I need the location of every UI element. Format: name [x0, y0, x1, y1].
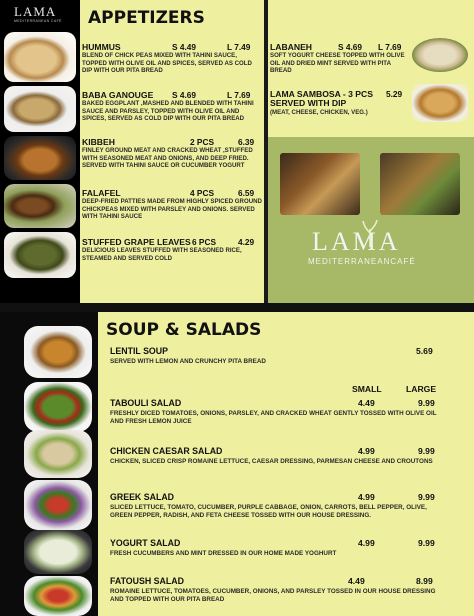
menu-item-description: BLEND OF CHICK PEAS MIXED WITH TAHINI SAUCE, TOPPED WITH OLIVE OIL AND SPICES, SERVED AS COLD DIP WITH OUR PITA BREAD	[82, 52, 252, 75]
menu-item-price-small: 4.99	[358, 538, 375, 548]
menu-item-description: SLICED LETTUCE, TOMATO, CUCUMBER, PURPLE CABBAGE, ONION, CARROTS, BELL PEPPER, OLIVE, GREEN PEPPER, RADISH, AND FETA CHEESE TOSSED WITH OUR HOUSE DRESSING.	[110, 504, 427, 519]
menu-item-description: DEEP-FRIED PATTIES MADE FROM HIGHLY SPICED GROUND CHICKPEAS MIXED WITH PARSLEY AND ONIONS. SERVED WITH TAHINI SAUCE	[82, 198, 262, 221]
menu-item-price-small: 4.99	[358, 492, 375, 502]
menu-item-price: 6.39	[238, 137, 255, 147]
menu-item-name: CHICKEN CAESAR SALAD	[110, 446, 223, 456]
menu-item-price: 5.69	[416, 346, 433, 356]
big-logo-subtitle: MEDITERRANEANCAFÉ	[308, 257, 416, 266]
menu-item-name: TABOULI SALAD	[110, 398, 182, 408]
menu-item-quantity: 2 PCS	[190, 137, 214, 147]
menu-item-price-small: S 4.69	[338, 42, 362, 52]
menu-item-price-large: 9.99	[418, 492, 435, 502]
menu-item-name: LABANEH	[270, 42, 313, 52]
menu-item-description: ROMAINE LETTUCE, TOMATOES, CUCUMBER, ONIONS, AND PARSLEY TOSSED IN OUR HOUSE DRESSING AND TOPPED WITH OUR PITA BREAD	[110, 588, 436, 603]
menu-item-price: 5.29	[386, 89, 403, 99]
fatoush-salad-photo	[24, 576, 92, 616]
menu-item-price-large: 8.99	[416, 576, 433, 586]
menu-item-price-small: S 4.69	[172, 90, 196, 100]
menu-item-price: 6.59	[238, 188, 255, 198]
menu-item-price-small: 4.49	[358, 398, 375, 408]
menu-item-price-large: 9.99	[418, 538, 435, 548]
menu-item-description: CHICKEN, SLICED CRISP ROMAINE LETTUCE, CAESAR DRESSING, PARMESAN CHEESE AND CROUTONS	[110, 458, 433, 465]
labaneh-photo	[412, 38, 468, 72]
baba-ganouge-photo	[4, 86, 76, 132]
yogurt-salad-photo	[24, 530, 92, 574]
small-logo	[0, 0, 80, 26]
platter-photo	[380, 153, 460, 215]
menu-item-price-small: S 4.49	[172, 42, 196, 52]
restaurant-photo	[280, 153, 360, 215]
menu-item-name-line-two: SERVED WITH DIP	[270, 98, 347, 108]
big-logo-text: LAMA	[312, 227, 401, 256]
small-logo-subtitle: MEDITERRANEAN CAFÉ	[14, 19, 62, 23]
menu-item-price-large: L 7.69	[378, 42, 402, 52]
menu-item-description: FRESH CUCUMBERS AND MINT DRESSED IN OUR HOME MADE YOGHURT	[110, 550, 337, 557]
big-logo-panel	[268, 137, 474, 303]
menu-item-price-small: 4.99	[358, 446, 375, 456]
column-header-large: LARGE	[406, 384, 437, 394]
soup-salads-panel	[98, 312, 474, 616]
menu-item-description: (MEAT, CHEESE, CHICKEN, VEG.)	[270, 109, 368, 116]
soup-salads-title: SOUP & SALADS	[106, 320, 262, 340]
appetizers-title: APPETIZERS	[88, 8, 205, 28]
menu-item-description: FRESHLY DICED TOMATOES, ONIONS, PARSLEY, AND CRACKED WHEAT GENTLY TOSSED WITH OLIVE OIL AND FRESH LEMON JUICE	[110, 410, 437, 425]
menu-item-description: SOFT YOGURT CHEESE TOPPED WITH OLIVE OIL AND DRIED MINT SERVED WITH PITA BREAD	[270, 52, 405, 75]
menu-item-name: FATOUSH SALAD	[110, 576, 184, 586]
menu-item-price-large: 9.99	[418, 446, 435, 456]
menu-item-price-large: L 7.49	[227, 42, 251, 52]
menu-item-name: KIBBEH	[82, 137, 115, 147]
menu-item-quantity: 4 PCS	[190, 188, 214, 198]
menu-item-description: DELICIOUS LEAVES STUFFED WITH SEASONED RICE, STEAMED AND SERVED COLD	[82, 247, 242, 262]
menu-item-price: 4.29	[238, 237, 255, 247]
menu-item-description: SERVED WITH LEMON AND CRUNCHY PITA BREAD	[110, 358, 266, 365]
grape-leaves-photo	[4, 232, 76, 278]
tabouli-photo	[24, 382, 92, 432]
labaneh-sambosa-panel	[268, 0, 474, 137]
small-logo-text: LAMA	[14, 4, 57, 19]
menu-item-name: YOGURT SALAD	[110, 538, 181, 548]
appetizers-panel	[80, 0, 264, 303]
menu-item-name: GREEK SALAD	[110, 492, 175, 502]
falafel-photo	[4, 184, 76, 228]
menu-item-price-large: 9.99	[418, 398, 435, 408]
greek-salad-photo	[24, 480, 92, 530]
menu-item-name: FALAFEL	[82, 188, 121, 198]
menu-item-name: HUMMUS	[82, 42, 121, 52]
column-header-small: SMALL	[352, 384, 382, 394]
menu-item-name: BABA GANOUGE	[82, 90, 154, 100]
menu-item-price-large: L 7.69	[227, 90, 251, 100]
menu-item-name: STUFFED GRAPE LEAVES	[82, 237, 191, 247]
menu-item-name: LAMA SAMBOSA - 3 PCS	[270, 89, 373, 99]
kibbeh-photo	[4, 136, 76, 180]
menu-item-description: FINLEY GROUND MEAT AND CRACKED WHEAT ,STUFFED WITH SEASONED MEAT AND ONIONS, AND DEEP FRIED. SERVED WITH TAHINI SAUCE OR CUCUMBER YOGURT	[82, 147, 253, 170]
lentil-soup-photo	[24, 326, 92, 378]
caesar-salad-photo	[24, 430, 92, 478]
hummus-photo	[4, 32, 76, 82]
sambosa-photo	[412, 84, 468, 122]
menu-item-name: LENTIL SOUP	[110, 346, 169, 356]
menu-item-description: BAKED EGGPLANT ,MASHED AND BLENDED WITH TAHINI SAUCE AND PARSLEY, TOPPED WITH OLIVE OIL AND SPICES, SERVED AS COLD DIP WITH OUR PITA BREAD	[82, 100, 254, 123]
menu-item-quantity: 6 PCS	[192, 237, 216, 247]
tree-logo-icon	[360, 219, 380, 247]
menu-item-price-small: 4.49	[348, 576, 365, 586]
